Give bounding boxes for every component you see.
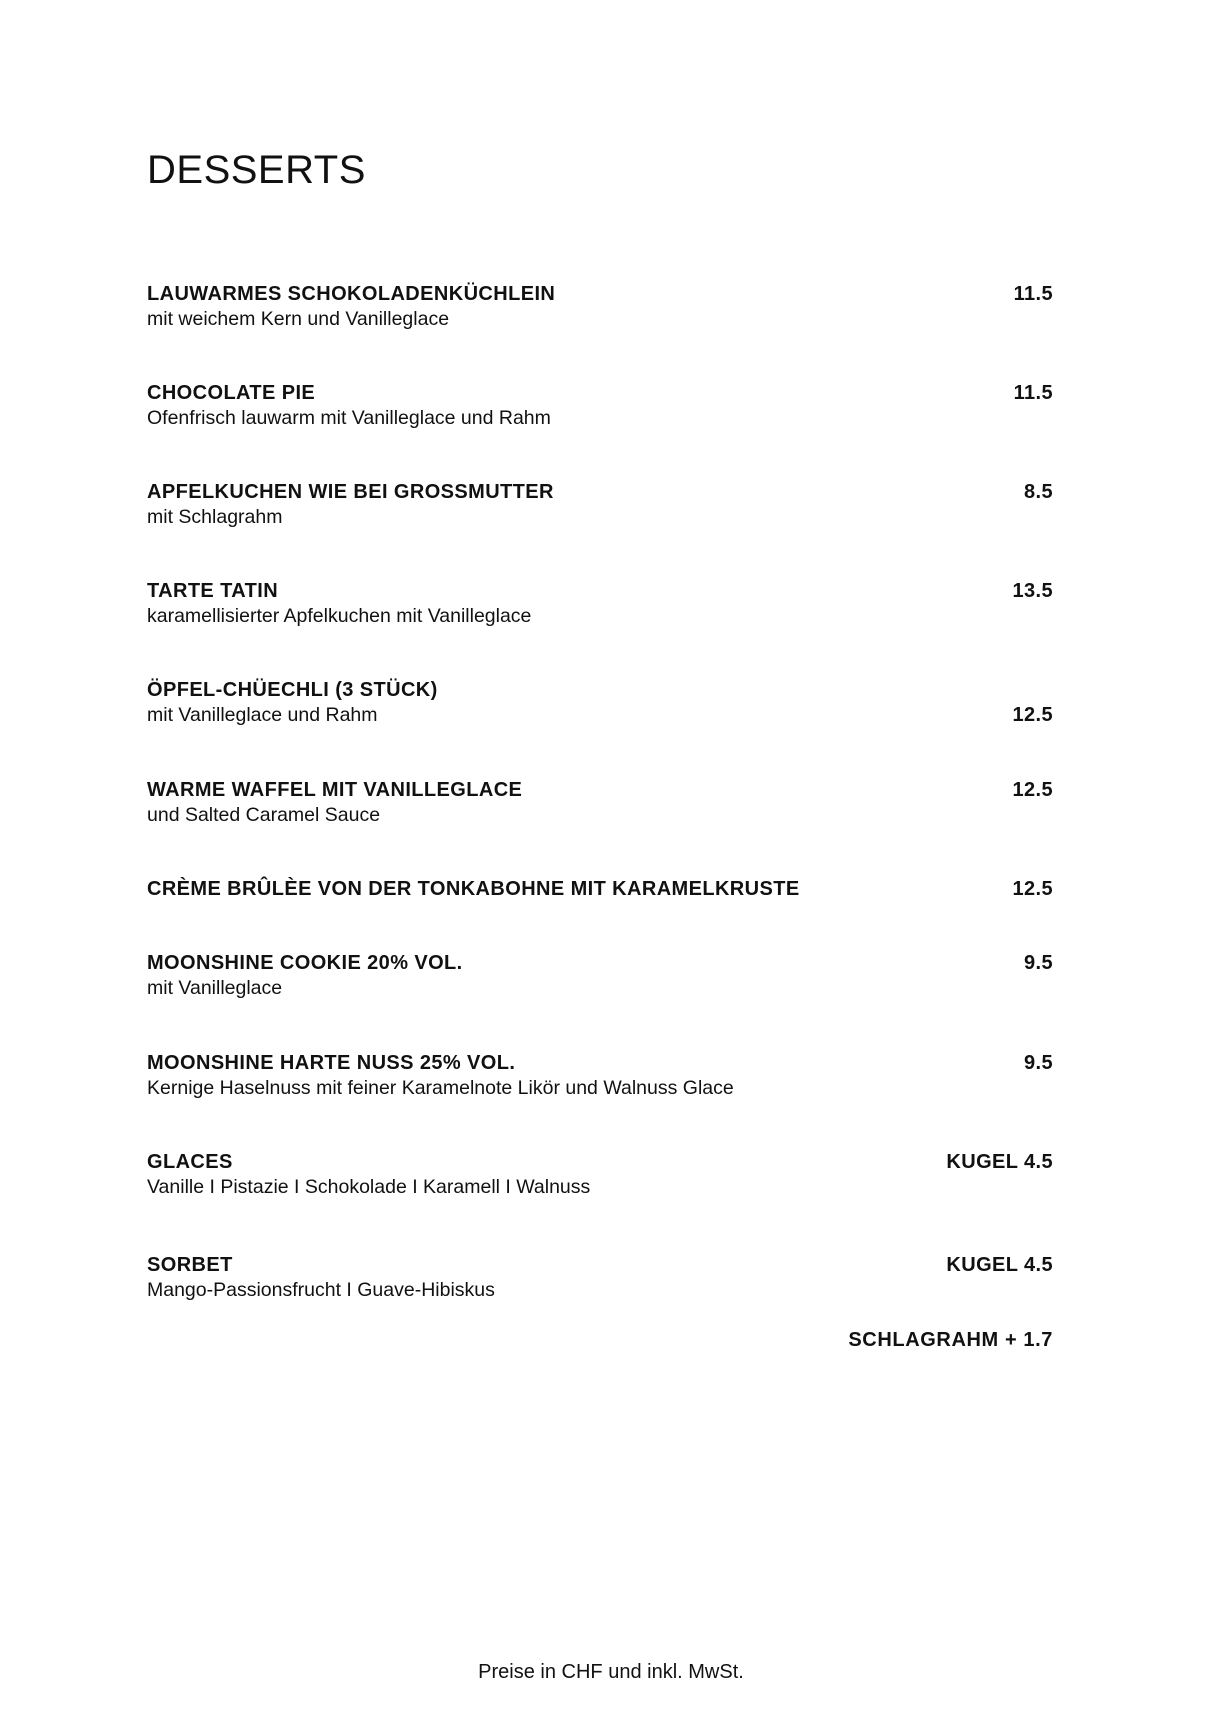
item-price: 12.5 xyxy=(1012,704,1053,726)
price-note: Preise in CHF und inkl. MwSt. xyxy=(478,1661,744,1683)
item-name: CHOCOLATE PIE xyxy=(147,382,316,404)
item-name: WARME WAFFEL MIT VANILLEGLACE xyxy=(147,779,523,801)
item-description: mit Vanilleglace xyxy=(147,977,283,999)
item-description: Ofenfrisch lauwarm mit Vanilleglace und Rahm xyxy=(147,407,551,429)
item-name: ÖPFEL-CHÜECHLI (3 STÜCK) xyxy=(147,679,438,701)
item-price: 13.5 xyxy=(1012,580,1053,602)
item-price: 11.5 xyxy=(1013,283,1053,305)
item-price: 12.5 xyxy=(1012,779,1053,801)
item-name: TARTE TATIN xyxy=(147,580,279,602)
item-price: 8.5 xyxy=(1023,481,1053,503)
item-description: mit Vanilleglace und Rahm xyxy=(147,704,378,726)
item-name: MOONSHINE COOKIE 20% VOL. xyxy=(147,952,463,974)
item-description: Mango-Passionsfrucht I Guave-Hibiskus xyxy=(147,1279,495,1301)
item-price: KUGEL 4.5 xyxy=(946,1254,1053,1276)
item-name: GLACES xyxy=(147,1151,233,1173)
item-price: KUGEL 4.5 xyxy=(946,1151,1053,1173)
item-name: SORBET xyxy=(147,1254,233,1276)
item-price: 9.5 xyxy=(1023,1052,1053,1074)
item-name: CRÈME BRÛLÈE VON DER TONKABOHNE MIT KARAMELKRUSTE xyxy=(147,878,800,900)
item-description: mit weichem Kern und Vanilleglace xyxy=(147,308,450,330)
item-description: mit Schlagrahm xyxy=(147,506,283,528)
item-description: karamellisierter Apfelkuchen mit Vanilleglace xyxy=(147,605,532,627)
item-name: APFELKUCHEN WIE BEI GROSSMUTTER xyxy=(147,481,554,503)
item-name: LAUWARMES SCHOKOLADENKÜCHLEIN xyxy=(147,283,556,305)
item-name: MOONSHINE HARTE NUSS 25% VOL. xyxy=(147,1052,516,1074)
page-title: DESSERTS xyxy=(147,148,366,192)
item-price: 11.5 xyxy=(1013,382,1053,404)
item-description: Vanille I Pistazie I Schokolade I Karamell I Walnuss xyxy=(147,1176,591,1198)
item-price: 9.5 xyxy=(1023,952,1053,974)
item-description: und Salted Caramel Sauce xyxy=(147,804,381,826)
item-price: 12.5 xyxy=(1012,878,1053,900)
extra-topping-price: SCHLAGRAHM + 1.7 xyxy=(848,1329,1053,1351)
item-description: Kernige Haselnuss mit feiner Karamelnote Likör und Walnuss Glace xyxy=(147,1077,734,1099)
